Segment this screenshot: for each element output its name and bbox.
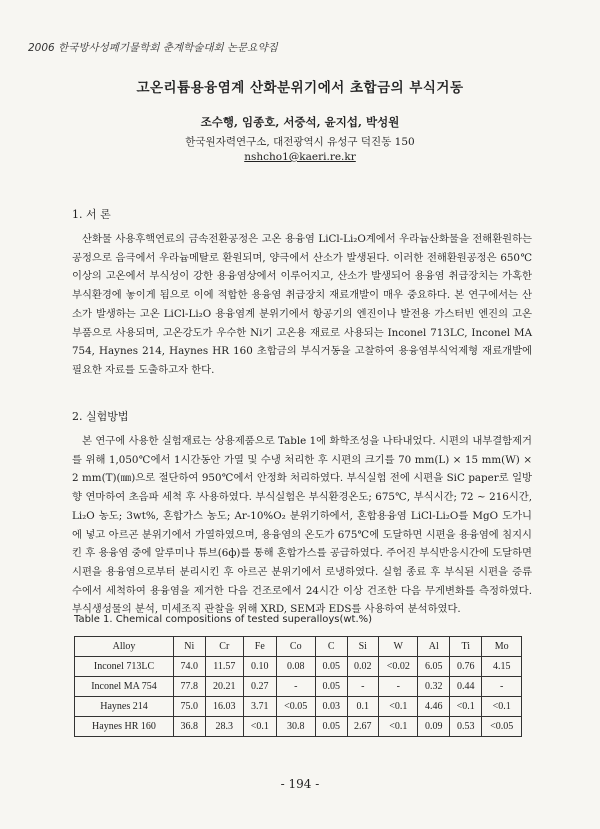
composition-cell: 0.05 xyxy=(315,677,347,697)
composition-cell: <0.05 xyxy=(276,697,315,717)
paper-title: 고온리튬용융염계 산화분위기에서 초합금의 부식거동 xyxy=(136,80,464,96)
section-introduction xyxy=(72,206,532,380)
section-title: 2. 실험방법 xyxy=(72,410,129,423)
composition-cell: 0.27 xyxy=(244,677,276,697)
composition-cell: - xyxy=(276,677,315,697)
composition-cell: 0.10 xyxy=(244,657,276,677)
composition-cell: - xyxy=(482,677,522,697)
composition-cell: 0.05 xyxy=(315,657,347,677)
page-number: - 194 - xyxy=(280,777,320,791)
composition-cell: 0.09 xyxy=(418,717,450,737)
composition-cell: 0.53 xyxy=(450,717,482,737)
composition-cell: <0.05 xyxy=(482,717,522,737)
alloy-name-cell: Haynes HR 160 xyxy=(75,717,174,737)
table-row xyxy=(75,677,522,697)
table-caption: Table 1. Chemical compositions of tested superalloys(wt.%) xyxy=(74,614,373,625)
composition-cell: 0.08 xyxy=(276,657,315,677)
alloy-name-cell: Inconel 713LC xyxy=(75,657,174,677)
composition-cell: 36.8 xyxy=(174,717,206,737)
composition-cell: 2.67 xyxy=(347,717,379,737)
composition-cell: 16.03 xyxy=(205,697,244,717)
composition-cell: 77.8 xyxy=(174,677,206,697)
table-header-cell: W xyxy=(379,637,418,657)
table-row xyxy=(75,697,522,717)
composition-cell: <0.1 xyxy=(379,697,418,717)
section-title: 1. 서 론 xyxy=(72,208,111,221)
table-header-cell: Al xyxy=(418,637,450,657)
composition-cell: 0.02 xyxy=(347,657,379,677)
affiliation: 한국원자력연구소, 대전광역시 유성구 덕진동 150 xyxy=(185,136,415,148)
table-header-cell: C xyxy=(315,637,347,657)
table-header-row xyxy=(75,637,522,657)
table-row xyxy=(75,717,522,737)
composition-cell: - xyxy=(379,677,418,697)
composition-cell: <0.1 xyxy=(482,697,522,717)
composition-cell: 0.76 xyxy=(450,657,482,677)
composition-table xyxy=(74,636,522,737)
author-list: 조수행, 임종호, 서중석, 윤지섭, 박성원 xyxy=(200,115,400,129)
table-header-cell: Alloy xyxy=(75,637,174,657)
composition-cell: 0.03 xyxy=(315,697,347,717)
composition-cell: 0.05 xyxy=(315,717,347,737)
composition-cell: <0.02 xyxy=(379,657,418,677)
section-paragraph: 산화물 사용후핵연료의 금속전환공정은 고온 용융염 LiCl-Li₂O계에서 우라늄산화물을 전해환원하는 공정으로 음극에서 우라늄메탈로 환원되며, 양극에서 산소가 발생된다. 이러한 전해환원공정은 650℃ 이상의 고온에서 부식성이 강한 용융염상에서 이루어지고, 산소가 발생되어 용융염 취급장치는 가혹한 부식환경에 놓이게 됨으로 이에 적합한 용융염 취급장치 재료개발이 매우 중요하다. 본 연구에서는 산소가 발생하는 고온 LiCl-Li₂O 용융염계 분위기에서 항공기의 엔진이나 발전용 가스터빈 엔진의 고온 부품으로 사용되며, 고온강도가 우수한 Ni기 고온용 재료로 사용되는 Inconel 713LC, Inconel MA 754, Haynes 214, Haynes HR 160 초합금의 부식거동을 고찰하여 용융염부식억제형 재료개발에 필요한 자료를 도출하고자 한다. xyxy=(72,233,532,376)
composition-cell: 0.1 xyxy=(347,697,379,717)
alloy-name-cell: Inconel MA 754 xyxy=(75,677,174,697)
table-row xyxy=(75,657,522,677)
table-header-cell: Mo xyxy=(482,637,522,657)
composition-cell: 3.71 xyxy=(244,697,276,717)
composition-cell: 28.3 xyxy=(205,717,244,737)
composition-cell: 30.8 xyxy=(276,717,315,737)
composition-cell: <0.1 xyxy=(244,717,276,737)
composition-cell: 74.0 xyxy=(174,657,206,677)
composition-cell: 20.21 xyxy=(205,677,244,697)
email-line xyxy=(0,151,600,163)
email-address[interactable]: nshcho1@kaeri.re.kr xyxy=(244,151,356,163)
table-header-cell: Fe xyxy=(244,637,276,657)
composition-cell: <0.1 xyxy=(379,717,418,737)
composition-cell: 4.46 xyxy=(418,697,450,717)
section-paragraph: 본 연구에 사용한 실험재료는 상용제품으로 Table 1에 화학조성을 나타내었다. 시편의 내부결함제거를 위해 1,050℃에서 1시간동안 가열 및 수냉 처리한 후 시편의 크기를 70 mm(L) × 15 mm(W) × 2 mm(T)(㎜)으로 절단하여 950℃에서 안정화 처리하였다. 부식실험 전에 시편을 SiC paper로 일방향 연마하여 초음파 세척 후 사용하였다. 부식실험은 부식환경온도; 675℃, 부식시간; 72 ~ 216시간, Li₂O 농도; 3wt%, 혼합가스 농도; Ar-10%O₂ 분위기하에서, 혼합용융염 LiCl-Li₂O를 MgO 도가니에 넣고 아르곤 분위기에서 가열하였으며, 용융염의 온도가 675℃에 도달하면 시편을 용융염에 침지시킨 후 용융염 중에 알루미나 튜브(6ф)를 통해 혼합가스를 공급하였다. 주어진 부식반응시간에 도달하면 시편을 용융염으로부터 분리시킨 후 아르곤 분위기에서 로냉하였다. 실험 종료 후 부식된 시편을 증류수에서 세척하여 용융염을 제거한 다음 건조로에서 24시간 이상 건조한 다음 무게변화를 측정하였다. 부식생성물의 분석, 미세조직 관찰을 위해 XRD, SEM과 EDS를 사용하여 분석하였다. xyxy=(72,435,532,616)
composition-cell: 75.0 xyxy=(174,697,206,717)
composition-cell: - xyxy=(347,677,379,697)
composition-cell: 0.32 xyxy=(418,677,450,697)
table-header-cell: Ti xyxy=(450,637,482,657)
table-body xyxy=(75,657,522,737)
composition-cell: 4.15 xyxy=(482,657,522,677)
table-header-cell: Si xyxy=(347,637,379,657)
table-header-cell: Cr xyxy=(205,637,244,657)
composition-cell: <0.1 xyxy=(450,697,482,717)
section-methods xyxy=(72,408,532,619)
composition-cell: 6.05 xyxy=(418,657,450,677)
running-header: 2006 한국방사성폐기물학회 춘계학술대회 논문요약집 xyxy=(28,42,278,54)
table-header-cell: Co xyxy=(276,637,315,657)
composition-cell: 11.57 xyxy=(205,657,244,677)
composition-cell: 0.44 xyxy=(450,677,482,697)
alloy-name-cell: Haynes 214 xyxy=(75,697,174,717)
table-header-cell: Ni xyxy=(174,637,206,657)
